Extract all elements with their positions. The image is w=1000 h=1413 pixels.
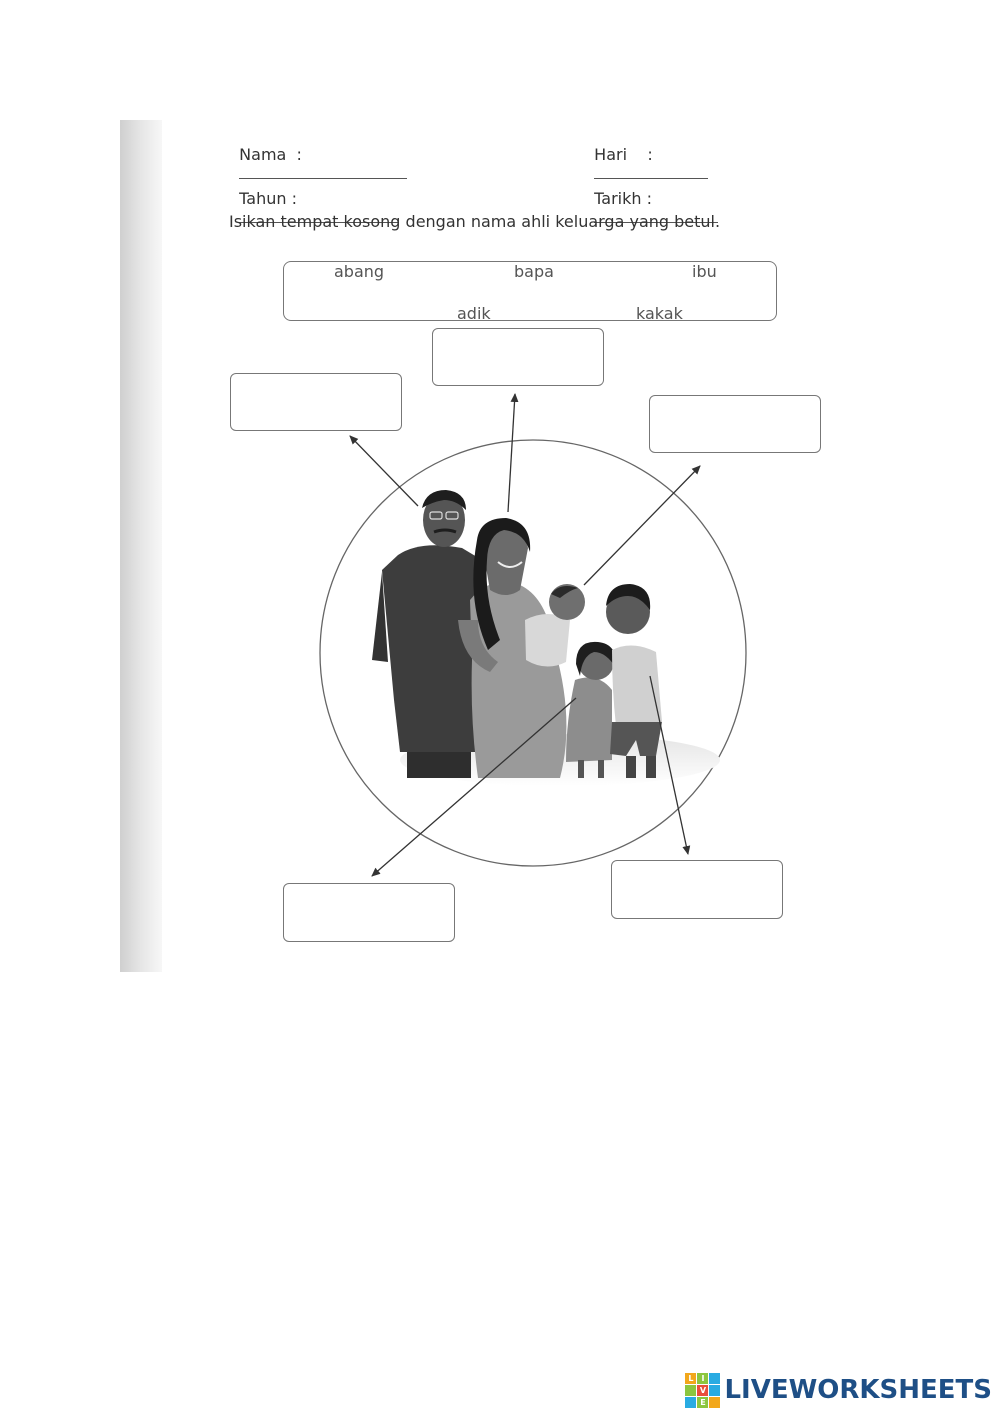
word-abang: abang (334, 262, 385, 281)
word-ibu: ibu (692, 262, 717, 281)
brand-name: LIVEWORKSHEETS (724, 1375, 992, 1405)
arrow-to-top-left (350, 436, 418, 506)
liveworksheets-logo (685, 1373, 992, 1407)
nama-label: Nama : (239, 145, 302, 164)
word-kakak: kakak (636, 304, 683, 323)
family-illustration (372, 490, 720, 786)
tarikh-label: Tarikh : (594, 189, 653, 208)
girl-figure (566, 642, 616, 778)
word-adik: adik (457, 304, 491, 323)
arrow-to-top-right (584, 466, 700, 585)
arrow-to-top-center (508, 394, 515, 512)
answer-box-bottom-left[interactable] (283, 883, 455, 942)
answer-box-top-center[interactable] (432, 328, 604, 386)
instruction-text: Isikan tempat kosong dengan nama ahli keluarga yang betul. (229, 212, 721, 231)
tahun-label: Tahun : (239, 189, 297, 208)
answer-box-bottom-right[interactable] (611, 860, 783, 919)
liveworksheets-logo-icon: L I V E (685, 1373, 720, 1408)
hari-label: Hari : (594, 145, 653, 164)
word-bapa: bapa (514, 262, 554, 281)
answer-box-top-left[interactable] (230, 373, 402, 431)
answer-box-top-right[interactable] (649, 395, 821, 453)
